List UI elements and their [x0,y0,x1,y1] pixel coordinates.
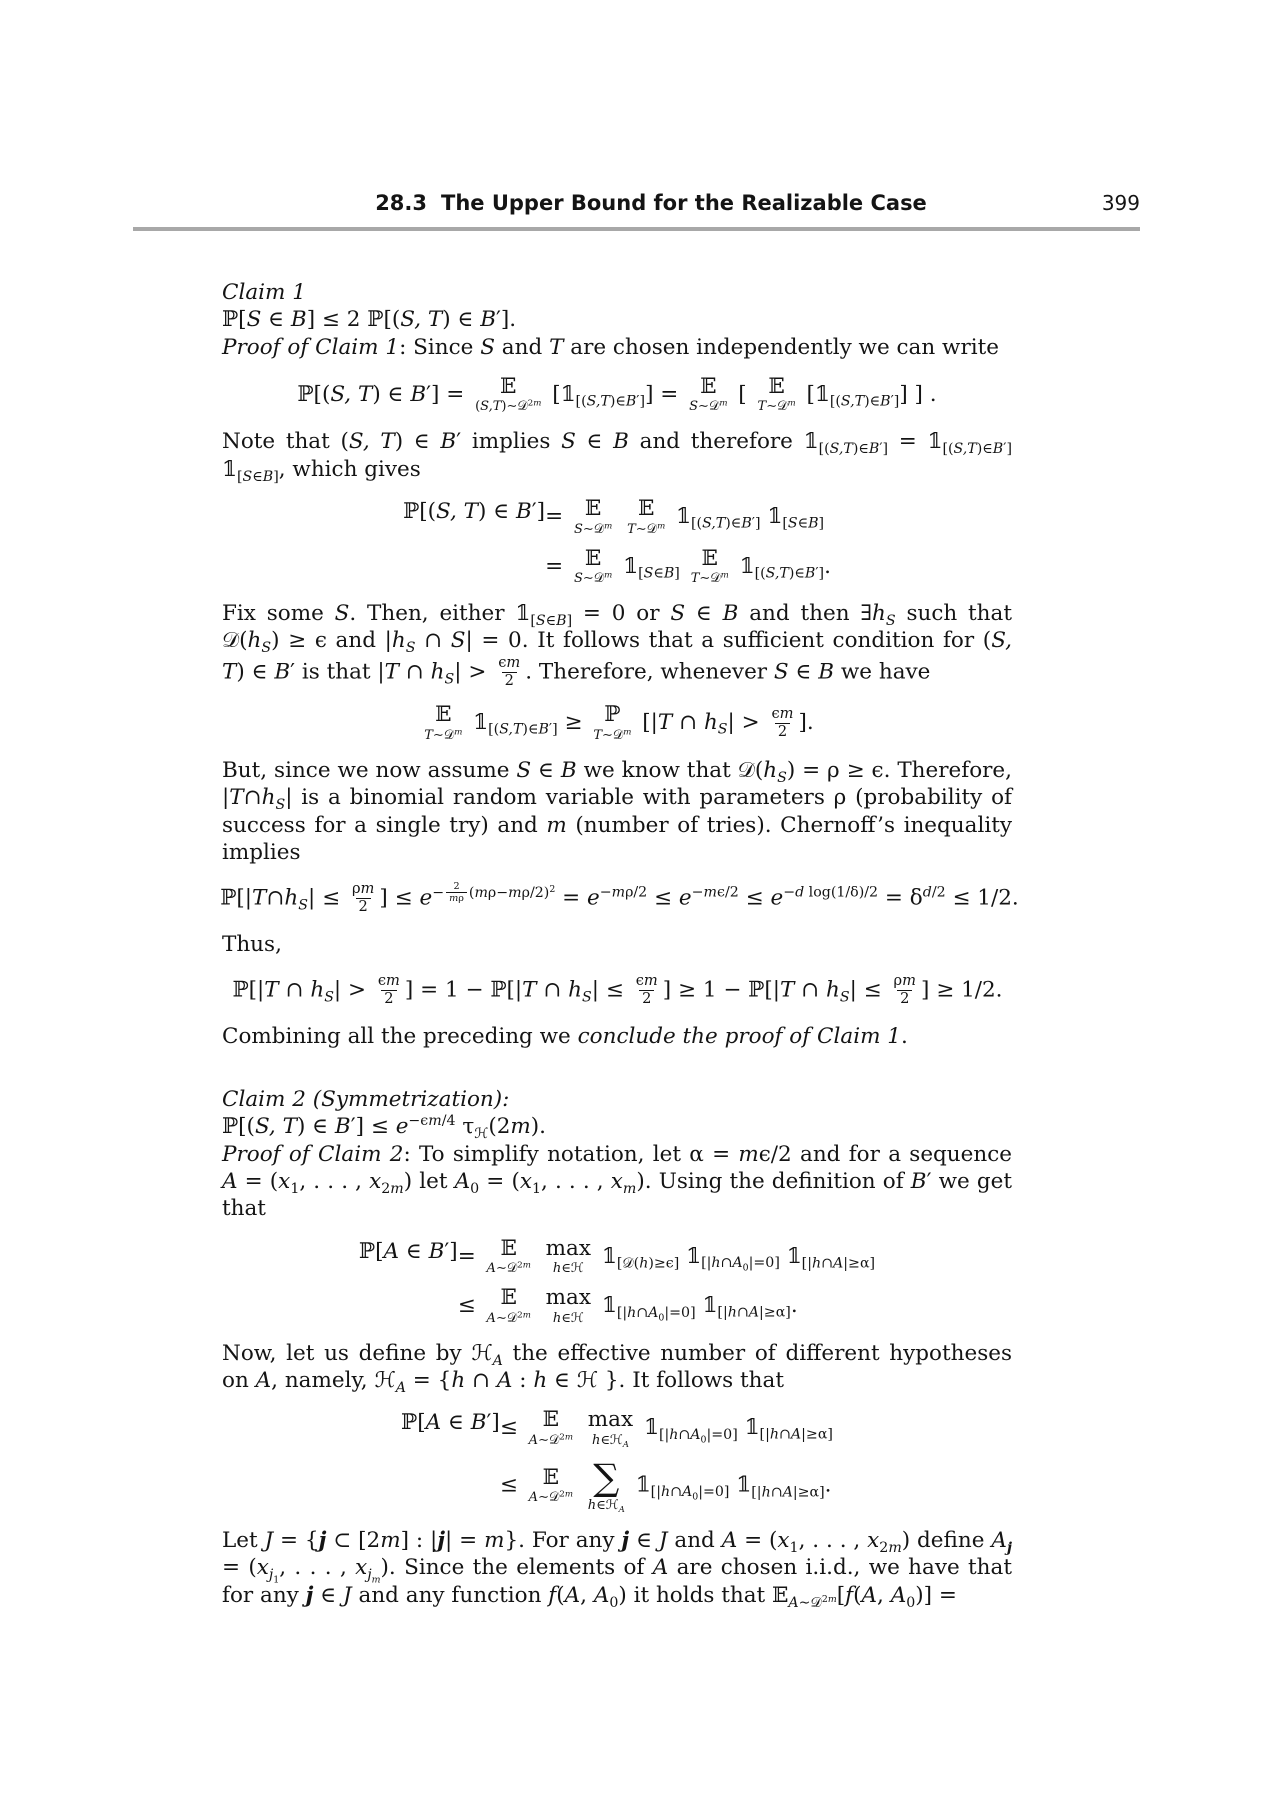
equation-complement: ℙ[|T ∩ $h_S|$ > $\frac{\epsilon m}{2}$ ] = 1 − ℙ[|T ∩ $h_S|$ ≤ $\frac{\epsilon m}{2}$ ] ≥ 1 − ℙ[|T ∩ $h_S|$ ≤ $\frac{\rho m}{2}$ ] ≥ 1/2. [232,972,1003,1007]
paragraph-conclusion-claim1: Combining all the preceding we conclude the proof of Claim 1. [222,1023,908,1049]
equation-split-lhs: ℙ[(S, T) ∈ B′] [403,499,546,525]
section-number: 28.3 [375,191,428,215]
equation-sufficient-condition: 𝔼 T∼𝒟$^m$ $𝟙_{[(S,T)\in B']}$ ≥ ℙ T∼𝒟$^m$ [|T ∩ $h_S|$ > $\frac{\epsilon m}{2}$ ]. [424,702,814,743]
equation-def-line2: ≤ 𝔼 A∼𝒟$^{2m}$ max h∈ℋ $𝟙_{[|h\cap A_0|=0]}$ $𝟙_{[|h\cap A|\ge\alpha]}$. [457,1285,798,1326]
paragraph-thus: Thus, [222,931,282,957]
section-title: The Upper Bound for the Realizable Case [441,191,927,215]
equation-eff-lhs: ℙ[A ∈ B′] [401,1410,500,1436]
equation-eff-line1: ≤ 𝔼 A∼𝒟$^{2m}$ max h∈ℋ$_A$ $𝟙_{[|h\cap A_0|=0]}$ $𝟙_{[|h\cap A|\ge\alpha]}$ [499,1407,833,1450]
paragraph-let-j: Let J = {j ⊂ [2m] : |j| = m}. For any j ∈ J and $A = (x_1$, . . . , $x_{2m}$) define $A_j = (x_{j_1}$, . . . , $x_{j_m}$). Since the elements of A are chosen i.i.d., we have that for any j ∈ J and any function f(A, $A_0$) it holds that 𝔼$_{A\sim 𝒟^{2m}}$[f(A, $A_0$)] = [222,1528,1012,1611]
claim2-heading: Claim 2 (Symmetrization): [222,1087,510,1113]
claim1-proof-intro: Proof of Claim 1: Since S and T are chosen independently we can write [222,334,999,360]
equation-eff-line2: ≤ 𝔼 A∼𝒟$^{2m}$ ∑ h∈ℋ$_A$ $𝟙_{[|h\cap A_0|=0]}$ $𝟙_{[|h\cap A|\ge\alpha]}$. [499,1455,832,1516]
claim1-statement: ℙ[S ∈ B] ≤ 2 ℙ[(S, T) ∈ B′]. [222,307,517,333]
header-rule [133,227,1140,231]
paragraph-effective-hypotheses: Now, let us define by ℋ$_A$ the effective number of different hypotheses on A, namely, ℋ$_A$ = {h ∩ A : h ∈ ℋ }. It follows that [222,1340,1012,1396]
equation-split-line2: = 𝔼 S∼𝒟$^m$ $𝟙_{[S\in B]}$ 𝔼 T∼𝒟$^m$ $𝟙_{[(S,T)\in B']}$. [545,545,831,587]
text-column [220,279,1019,1611]
claim1-heading: Claim 1 [222,280,306,305]
claim2-proof-intro: Proof of Claim 2: To simplify notation, let α = mϵ/2 and for a sequence $A = (x_1$, . . . , $x_{2m}$) let $A_0 = (x_1$, . . . , $x_m$). Using the definition of B′ we get that [222,1141,1012,1222]
equation-def-line1: = 𝔼 A∼𝒟$^{2m}$ max h∈ℋ $𝟙_{[𝒟(h)\ge\epsilon]}$ $𝟙_{[|h\cap A_0|=0]}$ $𝟙_{[|h\cap A|\ge\alpha]}$ [457,1235,876,1277]
page-number: 399 [1101,191,1140,215]
equation-split [222,498,1012,585]
equation-effective-class [222,1407,1012,1516]
paragraph-fix-s: Fix some S. Then, either $𝟙_{[S\in B]} = 0$ or S ∈ B and then $\exists h_S$ such that $𝒟(h_S) \ge \epsilon$ and $|h_S$ ∩ S| = 0. It follows that a sufficient condition for (S, T) ∈ B′ is that |T ∩ $h_S|$ > $\frac{\epsilon m}{2}$ . Therefore, whenever S ∈ B we have [222,601,1012,689]
equation-b-prime-definition [222,1235,1012,1326]
equation-expectation: ℙ[(S, T) ∈ B′] = 𝔼 (S,T)∼𝒟$^{2m}$ $[𝟙_{[(S,T)\in B']}]$ = 𝔼 S∼𝒟$^m$ [ 𝔼 T∼𝒟$^m$ $[𝟙_{[(S,T)\in B']}]$ ] . [297,373,937,415]
equation-split-line1: = 𝔼 S∼𝒟$^m$ 𝔼 T∼𝒟$^m$ $𝟙_{[(S,T)\in B']}$ $𝟙_{[S\in B]}$ [545,496,825,537]
equation-def-lhs: ℙ[A ∈ B′] [358,1238,458,1264]
paragraph-note: Note that (S, T) ∈ B′ implies S ∈ B and therefore $𝟙_{[(S,T)\in B']}$ = $𝟙_{[(S,T)\in B']}$ $𝟙_{[S\in B]}$, which gives [222,429,1012,485]
paragraph-binomial: But, since we now assume S ∈ B we know that $𝒟(h_S) = \rho \ge \epsilon$. Therefore, $|T\cap h_S|$ is a binomial random variable with parameters ρ (probability of success for a single try) and m (number of tries). Chernoff’s inequality implies [222,757,1012,865]
claim2-statement: ℙ[(S, T) ∈ $B'] \le e^{-\epsilon m/4}$ $\tau_ℋ(2m)$. [222,1113,547,1143]
running-header [133,191,1140,215]
equation-chernoff: $ℙ[|T\cap h_S|$ ≤ $\frac{\rho m}{2}$ ] ≤ $e^{- \frac{2}{m\rho} (m\rho-m\rho/2)^2} = e^{-m\rho/2} \le e^{-m\epsilon/2} \le e^{-d log(1/\delta)/2} = \delta^{d/2} \le 1/2$. [220,880,1019,916]
